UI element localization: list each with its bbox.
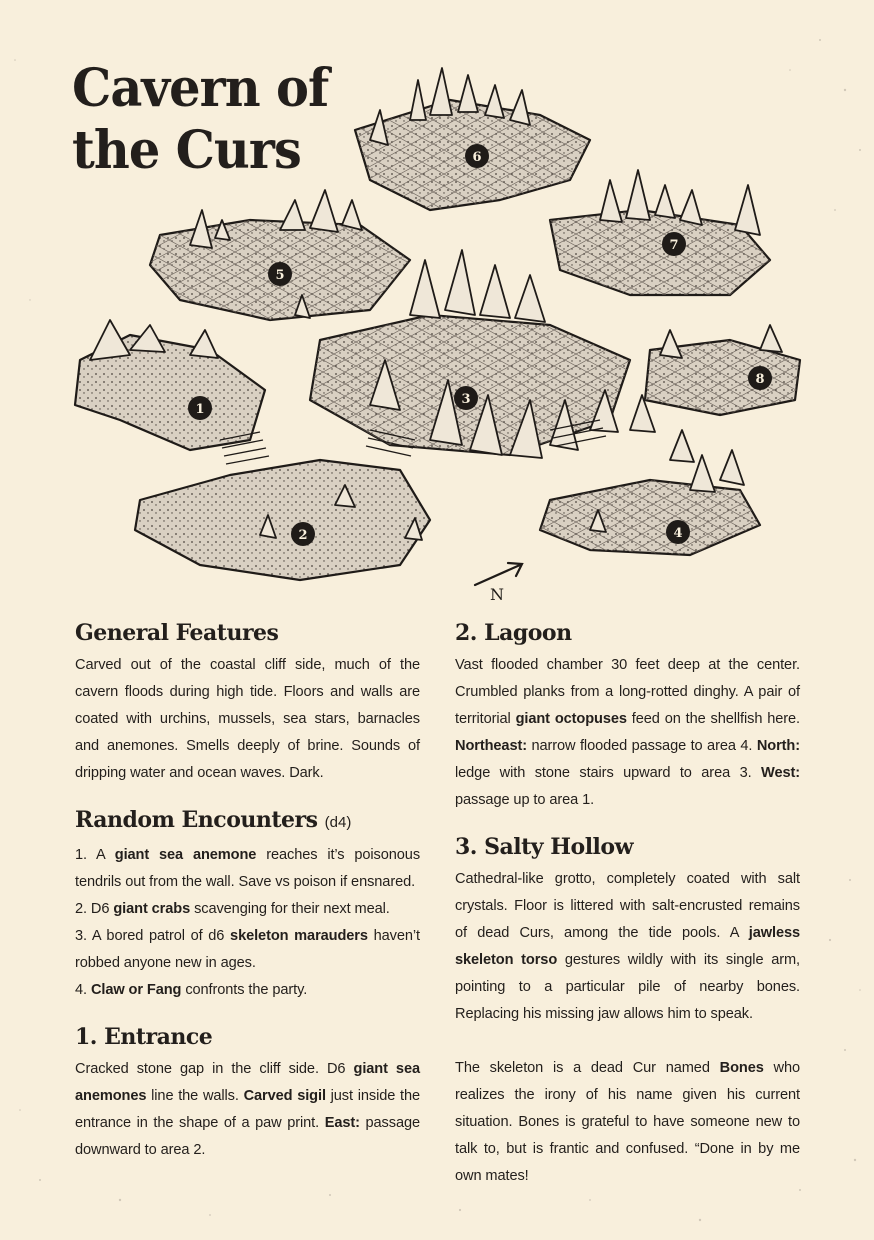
area-5-label: 5 — [275, 268, 285, 283]
lagoon-text: Vast flooded chamber 30 feet deep at the center. Crumbled planks from a long-rotted dinghy. A pair of territorial giant octopuses feed on the shellfish here. Northeast: narrow flooded passage to area 4. North: ledge with stone stairs upward to area 3. West: passage up to area 1. — [455, 657, 800, 808]
area-2-marker — [291, 522, 315, 546]
area-4-marker — [666, 520, 690, 544]
area-7-marker — [662, 232, 686, 256]
bones-text: The skeleton is a dead Cur named Bones who realizes the irony of his name given his current situation. Bones is grateful to have someone new to talk to, but is frantic and confused. “Done in by me own mates! — [455, 1060, 800, 1184]
general-features-section — [75, 618, 420, 787]
encounter-item-4: 4. Claw or Fang confronts the party. — [75, 982, 308, 998]
right-column — [455, 618, 800, 1208]
encounter-item-3: 3. A bored patrol of d6 skeleton marauders haven’t robbed anyone new in ages. — [75, 928, 420, 971]
area-4-label: 4 — [673, 526, 683, 541]
random-encounters-section — [75, 805, 420, 1004]
encounter-item-2: 2. D6 giant crabs scavenging for their next meal. — [75, 901, 390, 917]
area-1-label: 1 — [195, 402, 205, 417]
area-5-marker — [268, 262, 292, 286]
lagoon-section — [455, 618, 800, 814]
area-7-label: 7 — [669, 238, 679, 253]
random-encounters-heading — [75, 805, 420, 838]
encounter-list — [75, 842, 420, 1004]
compass-letter: N — [490, 585, 504, 600]
north-arrow-icon — [475, 563, 522, 600]
general-features-text: Carved out of the coastal cliff side, much of the cavern floods during high tide. Floors and walls are coated with urchins, mussels, sea stars, barnacles and anemones. Smells deeply of brine. Sounds of dripping water and ocean waves. Dark. — [75, 657, 420, 781]
entrance-section — [75, 1022, 420, 1164]
general-features-heading: General Features — [75, 620, 279, 646]
area-1-marker — [188, 396, 212, 420]
area-3-label: 3 — [461, 392, 471, 407]
area-6-marker — [465, 144, 489, 168]
random-encounters-title: Random Encounters — [75, 807, 318, 833]
entrance-heading: 1. Entrance — [75, 1024, 213, 1050]
salty-hollow-section — [455, 832, 800, 1190]
entrance-text: Cracked stone gap in the cliff side. D6 giant sea anemones line the walls. Carved sigil just inside the entrance in the shape of a paw print. East: passage downward to area 2. — [75, 1061, 420, 1158]
salty-hollow-text: Cathedral-like grotto, completely coated with salt crystals. Floor is littered with salt-encrusted remains of dead Curs, among the tide pools. A jawless skeleton torso gestures wildly with its single arm, pointing to a particular pile of nearby bones. Replacing his missing jaw allows him to speak. — [455, 871, 800, 1022]
dice-label: (d4) — [324, 814, 352, 831]
area-8-marker — [748, 366, 772, 390]
area-2-label: 2 — [298, 528, 308, 543]
area-8-label: 8 — [755, 372, 765, 387]
area-3-marker — [454, 386, 478, 410]
encounter-item-1: 1. A giant sea anemone reaches it’s poisonous tendrils out from the wall. Save vs poison if ensnared. — [75, 847, 421, 890]
page-title: Cavern of the Curs — [72, 58, 329, 181]
salty-hollow-heading: 3. Salty Hollow — [455, 834, 634, 860]
lagoon-heading: 2. Lagoon — [455, 620, 572, 646]
left-column — [75, 618, 420, 1182]
area-2-lagoon — [135, 460, 430, 580]
area-6-label: 6 — [472, 150, 482, 165]
